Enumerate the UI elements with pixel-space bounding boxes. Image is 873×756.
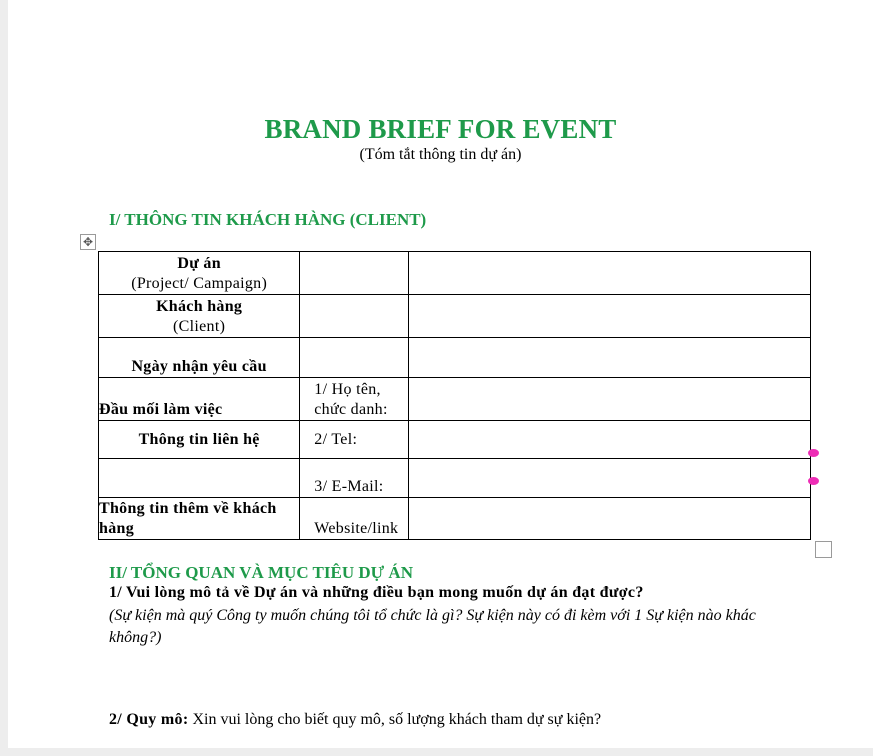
sublabel-text: (Client) — [173, 318, 226, 335]
section-heading-client: I/ THÔNG TIN KHÁCH HÀNG (CLIENT) — [109, 210, 427, 229]
question-1-hint: (Sự kiện mà quý Công ty muốn chúng tôi tổ chức là gì? Sự kiện này có đi kèm với 1 Sự kiện nào khác không?) — [109, 607, 756, 646]
row-label-empty[interactable] — [99, 459, 300, 498]
field-cell-website[interactable]: Website/link — [300, 498, 409, 540]
table-row — [99, 498, 811, 540]
value-cell[interactable] — [409, 252, 811, 295]
table-row — [99, 421, 811, 459]
field-cell[interactable] — [300, 338, 409, 378]
table-resize-handle[interactable] — [815, 541, 832, 558]
document-page[interactable] — [8, 0, 873, 748]
sublabel-text: (Project/ Campaign) — [131, 275, 268, 292]
document-subtitle: (Tóm tắt thông tin dự án) — [359, 146, 522, 163]
table-row — [99, 459, 811, 498]
value-cell[interactable] — [409, 459, 811, 498]
question-1 — [109, 584, 644, 602]
row-label-contact-person[interactable]: Đầu mối làm việc — [99, 378, 300, 421]
value-cell[interactable] — [409, 378, 811, 421]
row-label-project[interactable] — [99, 252, 300, 295]
field-cell[interactable] — [300, 295, 409, 338]
field-cell-tel[interactable]: 2/ Tel: — [300, 421, 409, 459]
question-2 — [109, 711, 601, 729]
comment-marker-icon[interactable] — [808, 449, 819, 457]
label-text: Khách hàng — [156, 298, 243, 315]
row-label-client[interactable] — [99, 295, 300, 338]
section-heading-overview: II/ TỔNG QUAN VÀ MỤC TIÊU DỰ ÁN — [109, 563, 413, 582]
table-row — [99, 378, 811, 421]
row-label-additional-info[interactable]: Thông tin thêm về khách hàng — [99, 498, 300, 540]
table-row — [99, 295, 811, 338]
field-cell[interactable] — [300, 252, 409, 295]
row-label-request-date[interactable]: Ngày nhận yêu cầu — [99, 338, 300, 378]
value-cell[interactable] — [409, 338, 811, 378]
question-2-label: 2/ Quy mô: — [109, 711, 189, 728]
client-info-table — [98, 251, 811, 540]
table-row — [99, 252, 811, 295]
value-cell[interactable] — [409, 498, 811, 540]
table-move-handle-icon[interactable]: ✥ — [80, 234, 96, 250]
field-cell-name-title[interactable]: 1/ Họ tên, chức danh: — [300, 378, 409, 421]
question-2-text: Xin vui lòng cho biết quy mô, số lượng khách tham dự sự kiện? — [188, 711, 602, 728]
row-label-contact-info[interactable]: Thông tin liên hệ — [99, 421, 300, 459]
value-cell[interactable] — [409, 421, 811, 459]
field-cell-email[interactable]: 3/ E-Mail: — [300, 459, 409, 498]
comment-marker-icon[interactable] — [808, 477, 819, 485]
label-text: Dự án — [177, 255, 221, 272]
question-1-text: 1/ Vui lòng mô tả về Dự án và những điều bạn mong muốn dự án đạt được? — [109, 584, 644, 601]
document-title: BRAND BRIEF FOR EVENT — [264, 114, 617, 144]
table-row — [99, 338, 811, 378]
value-cell[interactable] — [409, 295, 811, 338]
